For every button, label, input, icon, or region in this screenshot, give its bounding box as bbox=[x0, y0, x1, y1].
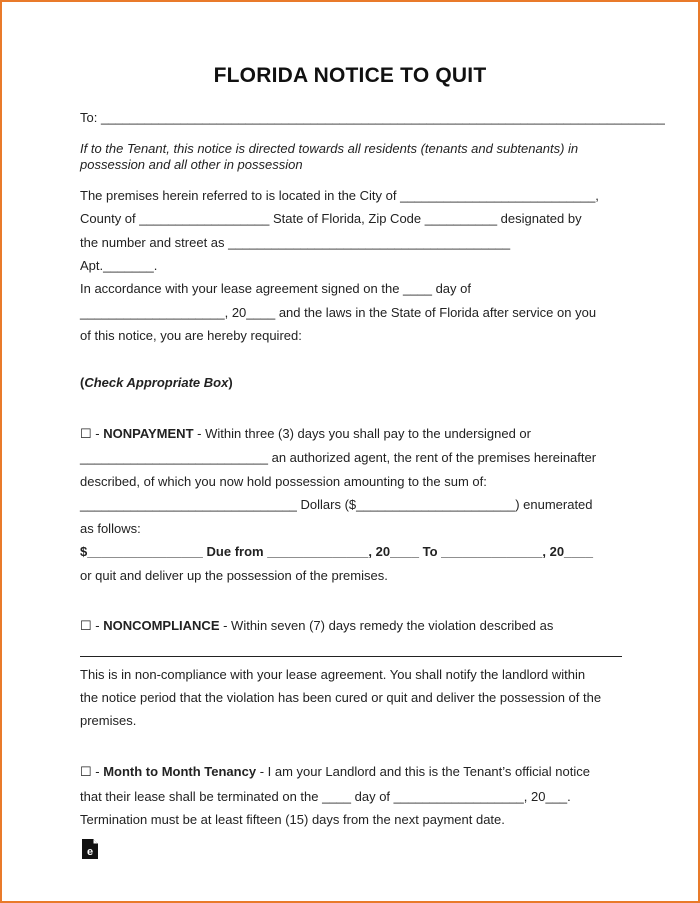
nonpayment-line-5: as follows: bbox=[80, 521, 141, 536]
eforms-logo-icon bbox=[81, 838, 99, 860]
noncompliance-label: NONCOMPLIANCE bbox=[103, 618, 220, 633]
nonpayment-line-3: described, of which you now hold possession amounting to the sum of: bbox=[80, 474, 487, 489]
nonpayment-line-2: __________________________ an authorized agent, the rent of the premises hereinafter bbox=[80, 450, 597, 465]
month-to-month-line-3: Termination must be at least fifteen (15) days from the next payment date. bbox=[80, 812, 505, 827]
lease-line-2: ____________________, 20____ and the laws in the State of Florida after service on you bbox=[80, 305, 597, 320]
nonpayment-checkbox[interactable]: ☐ - bbox=[80, 426, 104, 441]
lease-line-3: of this notice, you are hereby required: bbox=[80, 328, 302, 343]
month-to-month-checkbox[interactable]: ☐ - bbox=[80, 764, 104, 779]
premises-line-2: County of __________________ State of Florida, Zip Code __________ designated by bbox=[80, 211, 582, 226]
tenant-note-line-1: If to the Tenant, this notice is directed towards all residents (tenants and subtenants) in bbox=[80, 141, 579, 156]
to-line: To: ______________________________________________________________________________ bbox=[80, 110, 665, 125]
nonpayment-line-1-text: - Within three (3) days you shall pay to the undersigned or bbox=[193, 426, 531, 441]
nonpayment-label: NONPAYMENT bbox=[103, 426, 194, 441]
nonpayment-line-7: or quit and deliver up the possession of the premises. bbox=[80, 568, 388, 583]
tenant-note-line-2: possession and all other in possession bbox=[80, 157, 303, 172]
nonpayment-line-1 bbox=[80, 426, 531, 442]
noncompliance-line-1-text: - Within seven (7) days remedy the violation described as bbox=[219, 618, 554, 633]
noncompliance-line-4: premises. bbox=[80, 713, 137, 728]
noncompliance-checkbox[interactable]: ☐ - bbox=[80, 618, 104, 633]
noncompliance-line-3: the notice period that the violation has been cured or quit and deliver the possession of the bbox=[80, 690, 602, 705]
noncompliance-line-1 bbox=[80, 618, 553, 634]
month-to-month-line-2: that their lease shall be terminated on the ____ day of __________________, 20___. bbox=[80, 789, 571, 804]
noncompliance-blank-rule bbox=[80, 656, 622, 657]
heading-open-paren: ( bbox=[80, 375, 85, 390]
logo-letter: e bbox=[86, 846, 94, 858]
check-box-heading bbox=[80, 375, 233, 391]
month-to-month-line-1 bbox=[80, 764, 590, 780]
document-title: FLORIDA NOTICE TO QUIT bbox=[213, 64, 487, 87]
premises-line-3: the number and street as _______________________________________ bbox=[80, 235, 511, 250]
heading-text: Check Appropriate Box bbox=[84, 375, 229, 390]
noncompliance-line-2: This is in non-compliance with your lease agreement. You shall notify the landlord within bbox=[80, 667, 586, 682]
nonpayment-line-4: ______________________________ Dollars ($______________________) enumerated bbox=[80, 497, 593, 512]
nonpayment-line-6: $________________ Due from ______________, 20____ To ______________, 20____ bbox=[80, 544, 593, 559]
month-to-month-line-1-text: - I am your Landlord and this is the Tenant’s official notice bbox=[256, 764, 590, 779]
premises-line-1: The premises herein referred to is located in the City of ___________________________, bbox=[80, 188, 599, 203]
heading-close-paren: ) bbox=[228, 375, 233, 390]
month-to-month-label: Month to Month Tenancy bbox=[103, 764, 257, 779]
lease-line-1: In accordance with your lease agreement signed on the ____ day of bbox=[80, 281, 471, 296]
premises-line-4: Apt._______. bbox=[80, 258, 158, 273]
